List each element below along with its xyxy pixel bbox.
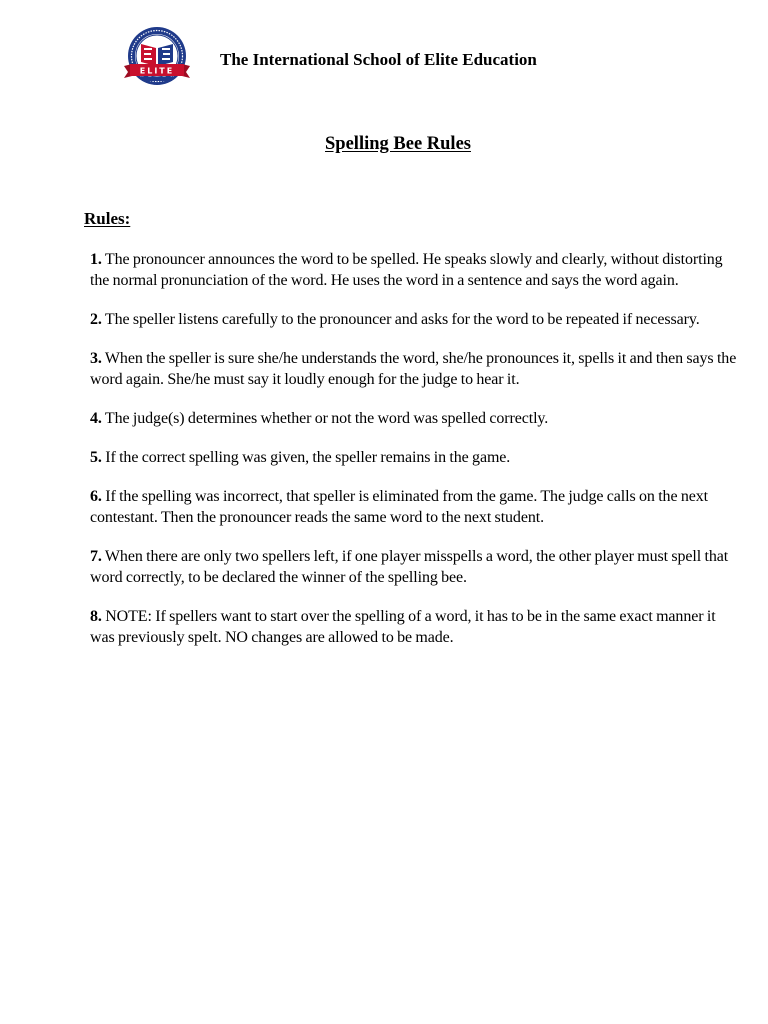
rules-list [90, 249, 740, 666]
school-logo [120, 26, 194, 88]
rule-text: NOTE: If spellers want to start over the spelling of a word, it has to be in the same exact manner it was previously spelt. NO changes are allowed to be made. [90, 608, 716, 646]
rule-item [90, 447, 740, 468]
rules-heading: Rules: [84, 209, 131, 228]
rule-number: 6. [90, 488, 102, 505]
rule-item [90, 486, 740, 528]
page-header [120, 26, 537, 88]
rule-number: 8. [90, 608, 102, 625]
rule-text: The pronouncer announces the word to be spelled. He speaks slowly and clearly, without distorting the normal pronunciation of the word. He uses the word in a sentence and says the word again. [90, 251, 723, 289]
rule-text: If the correct spelling was given, the speller remains in the game. [101, 449, 511, 466]
rule-text: The judge(s) determines whether or not the word was spelled correctly. [101, 410, 549, 427]
rule-number: 7. [90, 548, 102, 565]
rule-text: If the spelling was incorrect, that speller is eliminated from the game. The judge calls on the next contestant. Then the pronouncer reads the same word to the next student. [90, 488, 709, 526]
rule-number: 5. [90, 449, 102, 466]
rule-item [90, 606, 740, 648]
document-title: Spelling Bee Rules [325, 134, 471, 154]
rule-item [90, 309, 740, 330]
rule-number: 4. [90, 410, 102, 427]
rule-item [90, 546, 740, 588]
school-name: The International School of Elite Education [220, 49, 537, 69]
rule-number: 1. [90, 251, 102, 268]
logo-banner-text: ELITE [139, 66, 175, 76]
rule-item [90, 348, 740, 390]
rule-text: The speller listens carefully to the pronouncer and asks for the word to be repeated if necessary. [101, 311, 700, 328]
rule-text: When there are only two spellers left, if one player misspells a word, the other player must spell that word correctly, to be declared the winner of the spelling bee. [90, 548, 729, 586]
rule-item [90, 408, 740, 429]
rule-number: 2. [90, 311, 102, 328]
rule-item [90, 249, 740, 291]
rule-text: When the speller is sure she/he understands the word, she/he pronounces it, spells it and then says the word again. She/he must say it loudly enough for the judge to hear it. [90, 350, 737, 388]
school-crest-icon [120, 26, 194, 88]
rule-number: 3. [90, 350, 102, 367]
